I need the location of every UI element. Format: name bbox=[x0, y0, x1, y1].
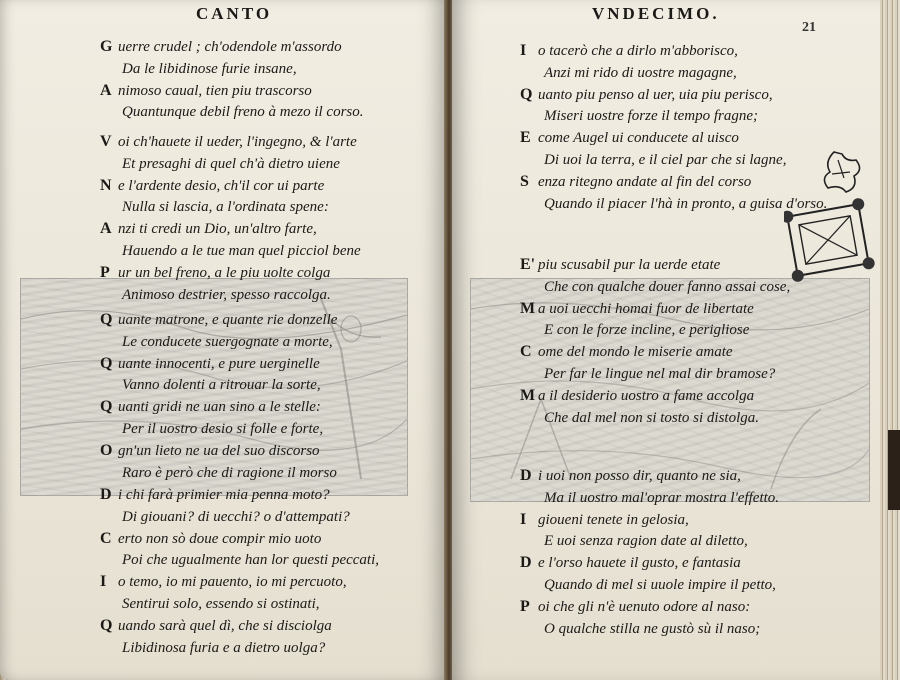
verse-line bbox=[0, 242, 446, 264]
book-edge-shadow bbox=[888, 430, 900, 510]
verse-line bbox=[452, 321, 882, 343]
verse-line bbox=[452, 489, 882, 511]
verse-text: Di uoi la terra, e il ciel par che si lagne, bbox=[544, 152, 787, 168]
verse-line bbox=[0, 595, 446, 617]
verse-line bbox=[0, 398, 446, 420]
verse-initial: A bbox=[100, 220, 112, 238]
verse-initial: I bbox=[100, 573, 107, 591]
verse-line bbox=[0, 103, 446, 125]
verse-line bbox=[452, 511, 882, 533]
verse-line bbox=[0, 551, 446, 573]
verse-line bbox=[452, 86, 882, 108]
verse-initial: P bbox=[100, 263, 110, 281]
verse-line bbox=[0, 82, 446, 104]
verse-line bbox=[0, 264, 446, 286]
verse-initial: Q bbox=[100, 616, 113, 634]
verse-text: uante matrone, e quante rie donzelle bbox=[118, 312, 338, 328]
verse-line bbox=[0, 311, 446, 333]
verse-text: Per far le lingue nel mal dir bramose? bbox=[544, 366, 776, 382]
verse-initial: D bbox=[520, 467, 532, 484]
verse-line bbox=[0, 617, 446, 639]
verse-initial: Q bbox=[100, 354, 113, 372]
verse-initial: A bbox=[100, 81, 112, 99]
page-header-left: CANTO bbox=[196, 4, 273, 23]
verse-text: Le conducete suergognate a morte, bbox=[122, 333, 333, 350]
verse-line bbox=[452, 151, 882, 173]
verse-text: i chi farà primier mia penna moto? bbox=[118, 487, 330, 503]
verse-line bbox=[452, 409, 882, 431]
verse-text: oi ch'hauete il ueder, l'ingegno, & l'arte bbox=[118, 134, 357, 150]
verse-initial: M bbox=[520, 299, 536, 317]
verse-text: gn'un lieto ne ua del suo discorso bbox=[118, 442, 320, 459]
verse-text: Raro è però che di ragione il morso bbox=[122, 464, 337, 481]
verse-line bbox=[0, 133, 446, 155]
verse-initial: E bbox=[520, 129, 531, 147]
verse-line bbox=[452, 300, 882, 322]
verse-line bbox=[0, 639, 446, 661]
verse-initial: C bbox=[520, 343, 532, 361]
verse-text: Miseri uostre forze il tempo fragne; bbox=[544, 108, 759, 125]
verse-line bbox=[0, 573, 446, 595]
verse-line bbox=[452, 195, 882, 217]
verse-text: uanto piu penso al uer, uia piu perisco, bbox=[538, 86, 773, 103]
verse-text: Et presaghi di quel ch'à dietro uiene bbox=[122, 155, 340, 172]
verse-line bbox=[452, 129, 882, 151]
verse-line bbox=[452, 107, 882, 129]
verse-line bbox=[452, 343, 882, 365]
verse-line bbox=[0, 286, 446, 308]
verse-line bbox=[452, 173, 882, 195]
verse-text: a il desiderio uostro a fame accolga bbox=[538, 387, 755, 404]
verse-line bbox=[452, 64, 882, 86]
verse-line bbox=[0, 376, 446, 398]
verse-text: Animoso destrier, spesso raccolga. bbox=[122, 286, 331, 303]
verse-text: come Augel ui conducete al uisco bbox=[538, 130, 739, 147]
verse-initial: I bbox=[520, 42, 527, 59]
verse-initial: Q bbox=[100, 398, 113, 416]
verse-text: Di giouani? di uecchi? o d'attempati? bbox=[122, 508, 350, 525]
verse-initial: O bbox=[100, 441, 113, 459]
verse-line bbox=[452, 467, 882, 489]
verse-initial: E' bbox=[520, 256, 536, 273]
verse-initial: I bbox=[520, 510, 527, 528]
verse-text: erto non sò doue compir mio uoto bbox=[118, 530, 322, 547]
verse-line bbox=[452, 42, 882, 64]
verse-initial: Q bbox=[520, 85, 533, 103]
verse-text: Quantunque debil freno à mezo il corso. bbox=[122, 104, 364, 121]
verse-line bbox=[0, 155, 446, 177]
verse-initial: D bbox=[520, 554, 532, 572]
verse-text: Nulla si lascia, a l'ordinata spene: bbox=[122, 199, 329, 216]
verse-line bbox=[0, 355, 446, 377]
verse-text: i uoi non posso dir, quanto ne sia, bbox=[538, 468, 741, 484]
verse-line bbox=[452, 576, 882, 598]
verse-text: o temo, io mi pauento, io mi percuoto, bbox=[118, 574, 347, 591]
verse-text: Che dal mel non si tosto si distolga. bbox=[544, 409, 760, 426]
verse-text: ome del mondo le miserie amate bbox=[538, 344, 733, 361]
verse-text: Libidinosa furia e a dietro uolga? bbox=[122, 639, 326, 656]
verse-text: uerre crudel ; ch'odendole m'assordo bbox=[118, 39, 342, 55]
verse-text: uanti gridi ne uan sino a le stelle: bbox=[118, 399, 321, 416]
verse-text: nzi ti credi un Dio, un'altro farte, bbox=[118, 221, 317, 238]
verse-text: Anzi mi rido di uostre magagne, bbox=[544, 64, 737, 81]
verse-line bbox=[0, 60, 446, 82]
verse-text: ur un bel freno, a le piu uolte colga bbox=[118, 264, 331, 281]
verse-text: o tacerò che a dirlo m'abborisco, bbox=[538, 43, 738, 59]
verse-text: Quando il piacer l'hà in pronto, a guisa d'orso. bbox=[544, 195, 828, 212]
verse-text: Hauendo a le tue man quel picciol bene bbox=[122, 243, 361, 259]
verse-text: piu scusabil pur la uerde etate bbox=[538, 257, 721, 273]
verse-text: Per il uostro desio si folle e forte, bbox=[122, 421, 324, 437]
verse-line bbox=[0, 38, 446, 60]
right-page bbox=[452, 0, 882, 680]
verse-text: nimoso caual, tien piu trascorso bbox=[118, 82, 312, 99]
verse-line bbox=[452, 365, 882, 387]
verse-text: E uoi senza ragion date al diletto, bbox=[544, 533, 748, 550]
verse-text: uante innocenti, e pure uerginelle bbox=[118, 355, 320, 372]
verse-text: Quando di mel si uuole impire il petto, bbox=[544, 577, 776, 593]
book-edge-right bbox=[880, 0, 900, 680]
verse-text: uando sarà quel dì, che si disciolga bbox=[118, 617, 332, 634]
verse-text: E con le forze incline, e perigliose bbox=[544, 322, 750, 339]
verse-initial: Q bbox=[100, 311, 113, 328]
verse-line bbox=[452, 598, 882, 620]
verse-text: Ma il uostro mal'oprar mostra l'effetto. bbox=[544, 489, 780, 506]
verse-line bbox=[452, 256, 882, 278]
verse-line bbox=[452, 278, 882, 300]
verse-text: enza ritegno andate al fin del corso bbox=[538, 173, 752, 190]
verse-line bbox=[0, 442, 446, 464]
verse-text: a uoi uecchi homai fuor de libertate bbox=[538, 300, 754, 317]
verse-line bbox=[0, 486, 446, 508]
verse-line bbox=[0, 333, 446, 355]
verse-line bbox=[452, 620, 882, 642]
verse-initial: N bbox=[100, 176, 112, 194]
verse-line bbox=[452, 554, 882, 576]
verse-line bbox=[0, 530, 446, 552]
page-header-right: VNDECIMO. bbox=[592, 4, 720, 23]
verse-line bbox=[0, 508, 446, 530]
verse-text: e l'ardente desio, ch'il cor ui parte bbox=[118, 177, 325, 194]
verse-line bbox=[452, 532, 882, 554]
verse-text: oi che gli n'è uenuto odore al naso: bbox=[538, 598, 751, 615]
verse-text: e l'orso hauete il gusto, e fantasia bbox=[538, 555, 741, 572]
verse-text: Poi che ugualmente han lor questi peccati, bbox=[122, 552, 380, 569]
page-number-right: 21 bbox=[802, 20, 816, 35]
verse-text: Sentirui solo, essendo si ostinati, bbox=[122, 596, 320, 612]
verse-text: gioueni tenete in gelosia, bbox=[538, 511, 689, 528]
verse-line bbox=[452, 387, 882, 409]
verse-initial: C bbox=[100, 529, 112, 547]
verse-initial: M bbox=[520, 386, 536, 404]
verse-line bbox=[0, 177, 446, 199]
verse-line bbox=[0, 464, 446, 486]
left-page bbox=[0, 0, 446, 680]
verse-line bbox=[0, 198, 446, 220]
verse-line bbox=[0, 220, 446, 242]
verse-initial: S bbox=[520, 172, 529, 190]
verse-initial: D bbox=[100, 486, 112, 503]
verse-line bbox=[0, 420, 446, 442]
verse-initial: V bbox=[100, 133, 112, 150]
verse-text: Da le libidinose furie insane, bbox=[122, 60, 297, 77]
verse-text: O qualche stilla ne gustò sù il naso; bbox=[544, 620, 761, 637]
verse-initial: G bbox=[100, 38, 113, 55]
verse-text: Che con qualche douer fanno assai cose, bbox=[544, 278, 791, 295]
verse-initial: P bbox=[520, 597, 530, 615]
verse-text: Vanno dolenti a ritrouar la sorte, bbox=[122, 377, 321, 394]
